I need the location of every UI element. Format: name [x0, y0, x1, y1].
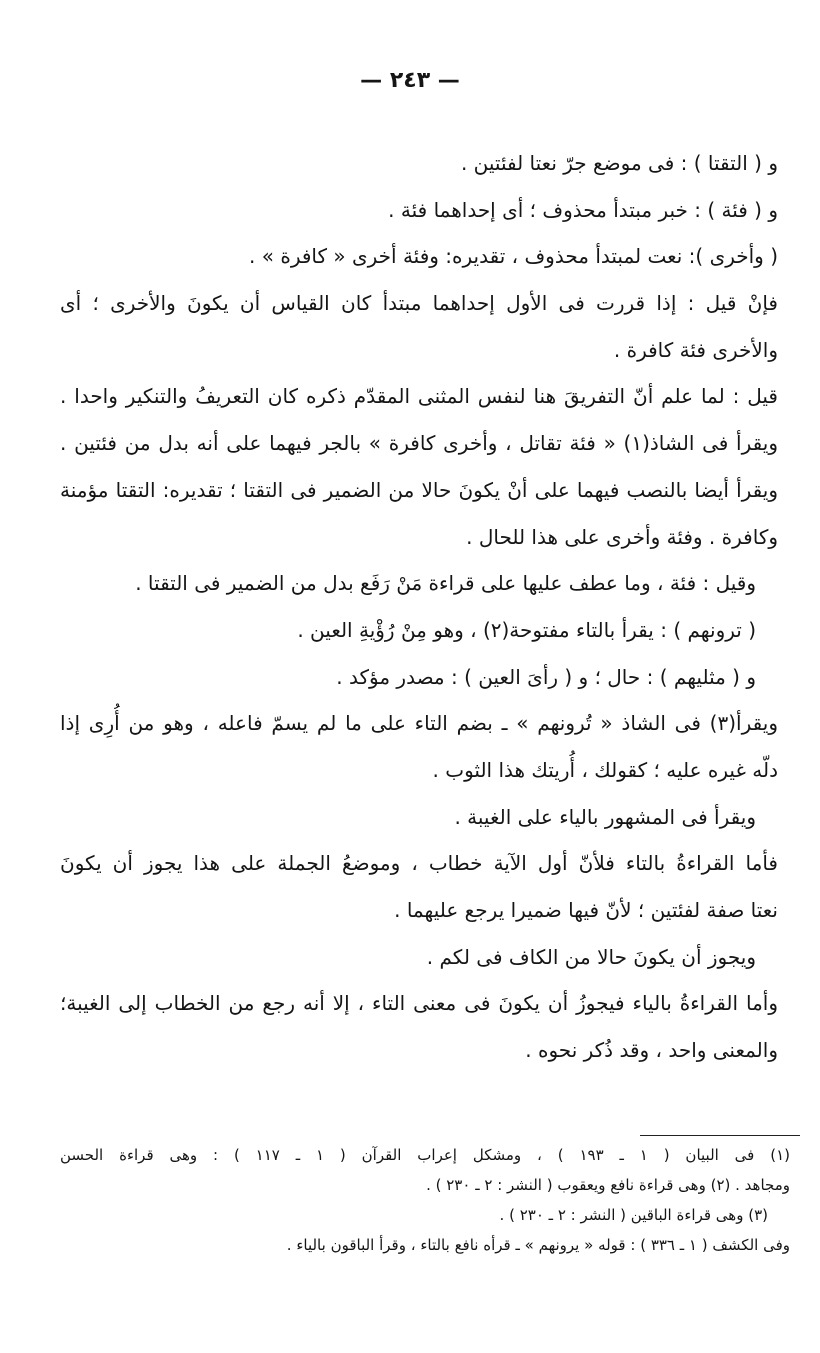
footnote-line: (٣) وهى قراءة الباقين ( النشر : ٢ ـ ٢٣٠ ) . [499, 1206, 768, 1224]
body-text [60, 140, 778, 1074]
text-line: و ( فئة ) : خبر مبتدأ محذوف ؛ أى إحداهما فئة . [388, 197, 778, 222]
text-line: فإنْ قيل : إذا قررت فى الأول إحداهما مبتدأ كان القياس أن يكونَ والأخرى ؛ أى [60, 291, 778, 316]
text-line: ويقرأ فى الشاذ(١) « فئة تقاتل ، وأخرى كافرة » بالجر فيهما على أنه بدل من فئتين . [60, 431, 778, 456]
text-line: ويقرأ فى المشهور بالياء على الغيبة . [454, 804, 756, 829]
text-line: وقيل : فئة ، وما عطف عليها على قراءة مَنْ رَفَع بدل من الضمير فى التقتا . [135, 571, 756, 596]
text-line: ويقرأ أيضا بالنصب فيهما على أنْ يكونَ حالا من الضمير فى التقتا ؛ تقديره: التقتا مؤمنة [60, 477, 778, 502]
text-line: دلّه غيره عليه ؛ كقولك ، أُريتك هذا الثوب . [432, 757, 778, 782]
text-line: فأما القراءةُ بالتاء فلأنّ أول الآية خطاب ، وموضعُ الجملة على هذا يجوز أن يكونَ [60, 851, 778, 876]
text-line: ( وأخرى ): نعت لمبتدأ محذوف ، تقديره: وفئة أخرى « كافرة » . [249, 244, 778, 269]
footnote-line: (١) فى البيان ( ١ ـ ١٩٣ ) ، ومشكل إعراب القرآن ( ١ ـ ١١٧ ) : وهى قراءة الحسن [60, 1146, 790, 1164]
text-line: وأما القراءةُ بالياء فيجوزُ أن يكونَ فى معنى التاء ، إلا أنه رجع من الخطاب إلى الغيبة؛ [60, 991, 778, 1016]
text-line: ( ترونهم ) : يقرأ بالتاء مفتوحة(٢) ، وهو مِنْ رُؤْيةِ العين . [297, 617, 756, 642]
text-line: قيل : لما علم أنّ التفريقَ هنا لنفس المثنى المقدّم ذكره كان التعريفُ والتنكير واحدا . [60, 384, 778, 409]
footnote-separator [640, 1135, 800, 1136]
text-line: ويجوز أن يكونَ حالا من الكاف فى لكم . [426, 944, 756, 969]
text-line: و ( مثليهم ) : حال ؛ و ( رأىَ العين ) : مصدر مؤكد . [336, 664, 756, 689]
footnote-line: ومجاهد . (٢) وهى قراءة نافع ويعقوب ( النشر : ٢ ـ ٢٣٠ ) . [426, 1176, 790, 1194]
text-line: و ( التقتا ) : فى موضع جرّ نعتا لفئتين . [460, 151, 778, 175]
page-number: — ٢٤٣ — [360, 68, 460, 93]
text-line: نعتا صفة لفئتين ؛ لأنّ فيها ضميرا يرجع عليهما . [394, 898, 778, 922]
footnotes [60, 1140, 790, 1260]
footnote-line: وفى الكشف ( ١ ـ ٣٣٦ ) : قوله « يرونهم » ـ قرأه نافع بالتاء ، وقرأ الباقون بالياء . [286, 1236, 790, 1254]
text-line: والمعنى واحد ، وقد ذُكر نحوه . [525, 1038, 778, 1063]
text-line: وكافرة . وفئة وأخرى على هذا للحال . [466, 524, 778, 549]
text-line: ويقرأ(٣) فى الشاذ « تُرونهم » ـ بضم التاء على ما لم يسمّ فاعله ، وهو من أُرِى إذا [60, 711, 778, 736]
text-line: والأخرى فئة كافرة . [613, 337, 778, 362]
